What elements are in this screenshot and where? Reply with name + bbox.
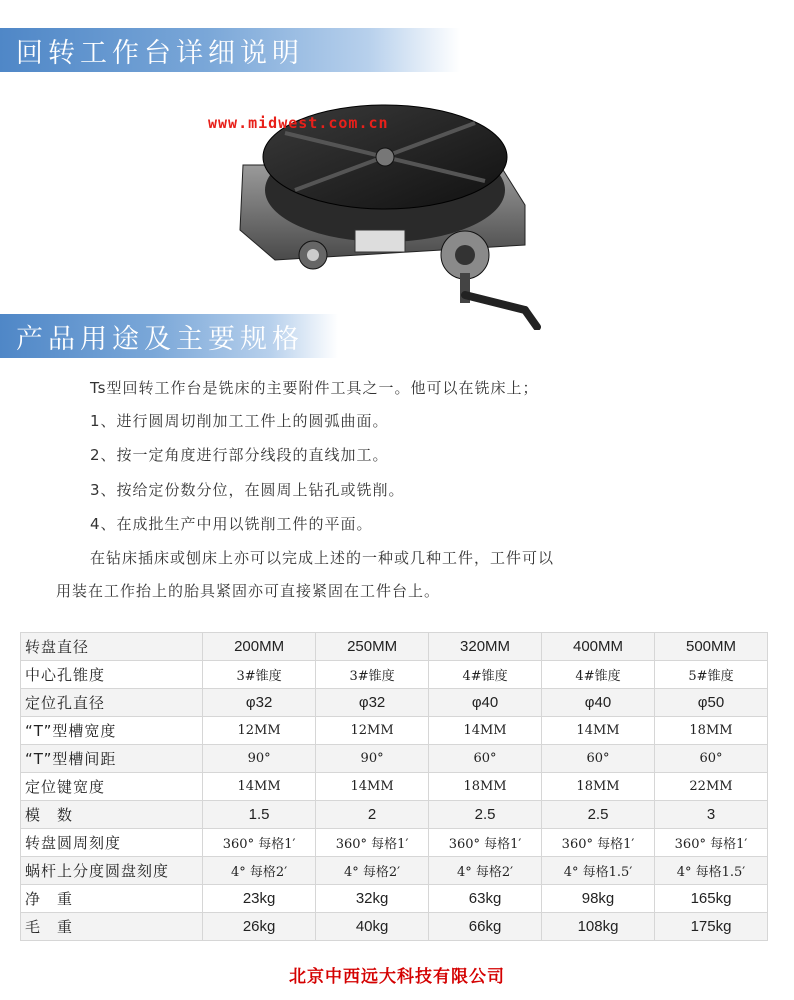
table-cell: φ40: [542, 689, 655, 717]
table-cell: 500MM: [655, 633, 768, 661]
row-label: 净 重: [21, 885, 203, 913]
table-cell: 3#锥度: [203, 661, 316, 689]
intro-line: 1、进行圆周切削加工工件上的圆弧曲面。: [90, 412, 389, 430]
table-cell: 175kg: [655, 913, 768, 941]
table-cell: 4#锥度: [542, 661, 655, 689]
table-cell: 165kg: [655, 885, 768, 913]
table-cell: 4° 每格2′: [316, 857, 429, 885]
intro-line: 用装在工作抬上的胎具紧固亦可直接紧固在工件台上。: [56, 582, 441, 600]
row-label: “T”型槽间距: [21, 745, 203, 773]
company-name: 北京中西远大科技有限公司: [289, 967, 505, 987]
row-label: 转盘直径: [21, 633, 203, 661]
table-cell: 1.5: [203, 801, 316, 829]
table-cell: 60°: [429, 745, 542, 773]
website-watermark: www.midwest.com.cn: [208, 114, 389, 132]
row-label: “T”型槽宽度: [21, 717, 203, 745]
table-row: [21, 801, 768, 829]
table-cell: 14MM: [316, 773, 429, 801]
table-cell: 2.5: [429, 801, 542, 829]
table-cell: 250MM: [316, 633, 429, 661]
table-cell: 4° 每格1.5′: [655, 857, 768, 885]
table-row: [21, 633, 768, 661]
table-row: [21, 857, 768, 885]
table-cell: 66kg: [429, 913, 542, 941]
intro-line: 2、按一定角度进行部分线段的直线加工。: [90, 446, 389, 464]
table-row: [21, 913, 768, 941]
table-cell: 3#锥度: [316, 661, 429, 689]
table-cell: 14MM: [542, 717, 655, 745]
table-cell: 18MM: [542, 773, 655, 801]
table-cell: 98kg: [542, 885, 655, 913]
table-cell: φ32: [203, 689, 316, 717]
table-cell: 360° 每格1′: [655, 829, 768, 857]
row-label: 蜗杆上分度圆盘刻度: [21, 857, 203, 885]
table-cell: 90°: [203, 745, 316, 773]
table-cell: φ32: [316, 689, 429, 717]
section-title-specs: 产品用途及主要规格: [16, 323, 304, 355]
table-cell: 22MM: [655, 773, 768, 801]
row-label: 中心孔锥度: [21, 661, 203, 689]
table-row: [21, 745, 768, 773]
intro-line: 在钻床插床或刨床上亦可以完成上述的一种或几种工件，工件可以: [90, 549, 555, 567]
table-cell: 2.5: [542, 801, 655, 829]
table-row: [21, 717, 768, 745]
table-cell: 14MM: [429, 717, 542, 745]
table-cell: 360° 每格1′: [203, 829, 316, 857]
intro-line: Ts型回转工作台是铣床的主要附件工具之一。他可以在铣床上；: [90, 379, 539, 397]
table-cell: 60°: [655, 745, 768, 773]
table-cell: 60°: [542, 745, 655, 773]
table-cell: 320MM: [429, 633, 542, 661]
intro-line: 4、在成批生产中用以铣削工件的平面。: [90, 515, 373, 533]
table-cell: 26kg: [203, 913, 316, 941]
section-title-details: 回转工作台详细说明: [16, 37, 304, 69]
section-banner-details: [0, 28, 460, 72]
table-cell: 32kg: [316, 885, 429, 913]
table-cell: 14MM: [203, 773, 316, 801]
table-cell: 360° 每格1′: [542, 829, 655, 857]
table-cell: 4° 每格1.5′: [542, 857, 655, 885]
section-banner-specs: [0, 314, 338, 358]
row-label: 模 数: [21, 801, 203, 829]
table-row: [21, 885, 768, 913]
table-cell: 360° 每格1′: [316, 829, 429, 857]
table-cell: 40kg: [316, 913, 429, 941]
row-label: 定位孔直径: [21, 689, 203, 717]
table-row: [21, 689, 768, 717]
table-cell: 90°: [316, 745, 429, 773]
table-cell: 4° 每格2′: [203, 857, 316, 885]
table-cell: 23kg: [203, 885, 316, 913]
table-cell: 4#锥度: [429, 661, 542, 689]
table-row: [21, 661, 768, 689]
row-label: 定位键宽度: [21, 773, 203, 801]
spec-table: [20, 632, 768, 941]
table-cell: 200MM: [203, 633, 316, 661]
table-cell: 18MM: [655, 717, 768, 745]
intro-line: 3、按给定份数分位，在圆周上钻孔或铣削。: [90, 481, 405, 499]
table-cell: 12MM: [316, 717, 429, 745]
table-cell: φ50: [655, 689, 768, 717]
table-cell: 2: [316, 801, 429, 829]
table-row: [21, 829, 768, 857]
row-label: 转盘圆周刻度: [21, 829, 203, 857]
table-cell: 63kg: [429, 885, 542, 913]
table-row: [21, 773, 768, 801]
table-cell: 18MM: [429, 773, 542, 801]
table-cell: 400MM: [542, 633, 655, 661]
table-cell: 108kg: [542, 913, 655, 941]
table-cell: 3: [655, 801, 768, 829]
table-cell: 5#锥度: [655, 661, 768, 689]
table-cell: φ40: [429, 689, 542, 717]
table-cell: 12MM: [203, 717, 316, 745]
table-cell: 4° 每格2′: [429, 857, 542, 885]
table-cell: 360° 每格1′: [429, 829, 542, 857]
row-label: 毛 重: [21, 913, 203, 941]
